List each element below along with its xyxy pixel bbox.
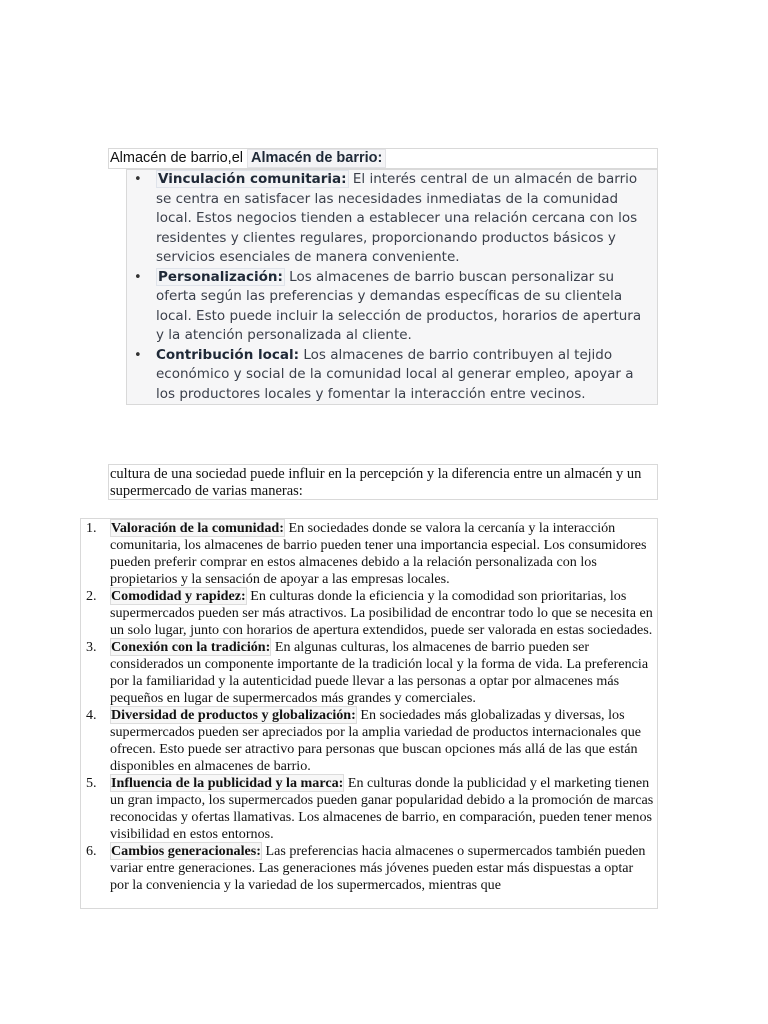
header-left-text: Almacén de barrio,el: [110, 150, 243, 166]
bullet-text: Los almacenes de barrio contribuyen al tejido económico y social de la comunidad local al generar empleo, apoyar a los productores locales y fomentar la interacción entre vecinos.: [156, 346, 634, 402]
header-row: [108, 148, 658, 169]
bullet-text: El interés central de un almacén de barrio se centra en satisfacer las necesidades inmediatas de la comunidad local. Estos negocios tienden a establecer una relación cercana con los residentes y clientes regulares, proporcionando productos básicos y servicios esenciales de manera conveniente.: [156, 171, 638, 265]
bullet-icon: •: [134, 172, 142, 187]
bullet-icon: •: [134, 269, 142, 285]
item-term: Influencia de la publicidad y la marca:: [111, 775, 344, 791]
bullet-icon: •: [134, 347, 142, 363]
item-term: Cambios generacionales:: [111, 843, 261, 859]
numbered-item: [81, 520, 657, 588]
numbered-item: [81, 843, 657, 894]
item-text: En culturas donde la eficiencia y la comodidad son prioritarias, los supermercados pueden ser más atractivos. La posibilidad de encontrar todo lo que se necesita en un solo lugar, junto con horarios de apertura extendidos, puede ser valorada en estas sociedades.: [110, 588, 653, 638]
item-number: 5.: [86, 775, 97, 791]
intro-paragraph: cultura de una sociedad puede influir en la percepción y la diferencia entre un almacén y un supermercado de varias maneras:: [108, 464, 658, 500]
numbered-item: [81, 775, 657, 843]
bullet-term: Contribución local:: [156, 346, 300, 363]
numbered-item: [81, 588, 657, 639]
item-text: Las preferencias hacia almacenes o supermercados también pueden variar entre generaciones. Las generaciones más jóvenes pueden estar más dispuestas a optar por la conveniencia y la variedad de los supermercados, mientras que: [110, 843, 646, 893]
bullet-term: Personalización:: [158, 268, 283, 285]
item-text: En sociedades más globalizadas y diversas, los supermercados pueden ser apreciados por la amplia variedad de productos internacionales que ofrecen. Esto puede ser atractivo para personas que buscan opciones más allá de las que están disponibles en almacenes de barrio.: [110, 707, 642, 774]
item-term: Conexión con la tradición:: [111, 639, 271, 655]
item-text: En algunas culturas, los almacenes de barrio pueden ser considerados un componente importante de la tradición local y la forma de vida. La preferencia por la familiaridad y la autenticidad puede llevar a las personas a optar por almacenes más pequeños en lugar de supermercados más grandes y comerciales.: [110, 639, 649, 706]
item-number: 3.: [86, 639, 97, 655]
item-number: 4.: [86, 707, 97, 723]
bullet-item: [134, 268, 657, 346]
bullet-item: [134, 170, 657, 268]
numbered-list: [81, 519, 657, 894]
item-term: Diversidad de productos y globalización:: [111, 707, 356, 723]
bullet-panel: [126, 169, 658, 405]
item-term: Valoración de la comunidad:: [111, 520, 284, 536]
bullet-list: [127, 170, 657, 404]
numbered-item: [81, 707, 657, 775]
item-number: 1.: [86, 520, 97, 536]
item-text: En culturas donde la publicidad y el marketing tienen un gran impacto, los supermercados pueden ganar popularidad debido a la promoción de marcas reconocidas y ofertas llamativas. Los almacenes de barrio, en comparación, pueden tener menos visibilidad en estos entornos.: [110, 775, 654, 842]
bullet-text: Los almacenes de barrio buscan personalizar su oferta según las preferencias y demandas específicas de su clientela local. Esto puede incluir la selección de productos, horarios de apertura y la atención personalizada al cliente.: [156, 268, 642, 343]
item-term: Comodidad y rapidez:: [111, 588, 246, 604]
bullet-item: [134, 346, 657, 405]
numbered-item: [81, 639, 657, 707]
bullet-term: Vinculación comunitaria:: [158, 171, 347, 187]
item-text: En sociedades donde se valora la cercanía y la interacción comunitaria, los almacenes de barrio pueden tener una importancia especial. Los consumidores pueden preferir comprar en estos almacenes debido a la relación personalizada con los propietarios y la sensación de apoyar a las empresas locales.: [110, 520, 647, 587]
header-right-heading: Almacén de barrio:: [247, 149, 386, 168]
numbered-list-box: [80, 518, 658, 909]
item-number: 6.: [86, 843, 97, 859]
item-number: 2.: [86, 588, 97, 604]
